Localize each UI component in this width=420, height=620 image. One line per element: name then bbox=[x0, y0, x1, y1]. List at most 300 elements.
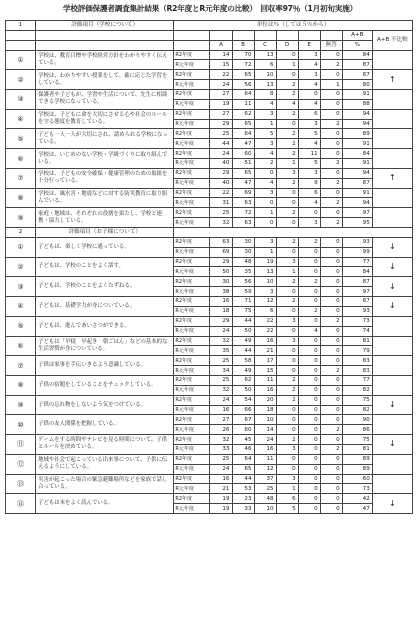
value-cell: 22 bbox=[254, 316, 276, 326]
trend-arrow bbox=[372, 415, 412, 435]
value-cell: 16 bbox=[210, 297, 232, 307]
value-cell: 72 bbox=[232, 60, 254, 70]
value-cell: 3 bbox=[254, 139, 276, 149]
item-number: ① bbox=[6, 50, 36, 70]
value-cell: 0 bbox=[298, 435, 320, 445]
section-2-row bbox=[6, 356, 413, 366]
item-number: ③ bbox=[6, 90, 36, 110]
item-text: 学校は、わかりやすい授業をして、確に応じた学習をしている。 bbox=[36, 70, 174, 90]
value-cell: 0 bbox=[276, 188, 298, 198]
value-cell: 0 bbox=[276, 70, 298, 80]
value-cell: 48 bbox=[232, 257, 254, 267]
value-cell: 0 bbox=[298, 316, 320, 326]
year-label: R2年度 bbox=[174, 50, 210, 60]
item-number: ⑩ bbox=[6, 415, 36, 435]
section-1-row bbox=[6, 168, 413, 178]
item-number: ⑦ bbox=[6, 356, 36, 376]
item-text: 地域や社会で起こっている出来事について、子供に伝えるようにしている。 bbox=[36, 454, 174, 474]
value-cell: 2 bbox=[298, 277, 320, 287]
value-cell: 0 bbox=[276, 454, 298, 464]
value-cell: 37 bbox=[254, 474, 276, 484]
value-cell: 72 bbox=[232, 208, 254, 218]
value-cell: 0 bbox=[298, 464, 320, 474]
value-cell: 65 bbox=[232, 119, 254, 129]
value-cell: 35 bbox=[232, 267, 254, 277]
value-cell: 0 bbox=[298, 247, 320, 257]
year-label: R2年度 bbox=[174, 356, 210, 366]
year-label: R元年度 bbox=[174, 267, 210, 277]
item-text: 子どもは、楽しく学校に通っている。 bbox=[36, 237, 174, 257]
value-cell: 65 bbox=[232, 70, 254, 80]
value-cell: 67 bbox=[232, 415, 254, 425]
value-cell: 4 bbox=[298, 198, 320, 208]
value-cell: 25 bbox=[210, 208, 232, 218]
header-a: A bbox=[210, 40, 232, 50]
value-cell: 3 bbox=[298, 50, 320, 60]
section-1-number: 1 bbox=[6, 21, 36, 31]
value-cell: 13 bbox=[254, 80, 276, 90]
value-cell: 0 bbox=[320, 306, 342, 316]
value-cell: 0 bbox=[320, 297, 342, 307]
year-label: R2年度 bbox=[174, 90, 210, 100]
value-cell: 4 bbox=[298, 326, 320, 336]
value-cell: 0 bbox=[320, 494, 342, 504]
value-cell: 0 bbox=[320, 356, 342, 366]
item-number: ⑧ bbox=[6, 188, 36, 208]
value-cell: 13 bbox=[254, 50, 276, 60]
item-number: ⑪ bbox=[6, 435, 36, 455]
value-cell: 0 bbox=[276, 306, 298, 316]
header-percent: % bbox=[342, 40, 372, 50]
year-label: R元年度 bbox=[174, 346, 210, 356]
value-cell: 0 bbox=[298, 356, 320, 366]
value-cell: 60 bbox=[232, 149, 254, 159]
value-cell: 14 bbox=[210, 50, 232, 60]
item-number: ④ bbox=[6, 109, 36, 129]
section-2-row bbox=[6, 336, 413, 346]
value-cell: 5 bbox=[254, 129, 276, 139]
value-cell: 0 bbox=[320, 188, 342, 198]
value-cell: 0 bbox=[276, 326, 298, 336]
year-label: R元年度 bbox=[174, 60, 210, 70]
value-cell: 0 bbox=[276, 366, 298, 376]
value-cell: 6 bbox=[298, 109, 320, 119]
value-cell: 30 bbox=[210, 277, 232, 287]
value-cell: 2 bbox=[276, 178, 298, 188]
value-cell: 2 bbox=[276, 90, 298, 100]
value-cell: 2 bbox=[276, 129, 298, 139]
ab-percent: 97 bbox=[342, 208, 372, 218]
value-cell: 47 bbox=[232, 139, 254, 149]
ab-percent: 83 bbox=[342, 356, 372, 366]
year-label: R元年度 bbox=[174, 385, 210, 395]
value-cell: 0 bbox=[320, 99, 342, 109]
value-cell: 0 bbox=[298, 366, 320, 376]
value-cell: 0 bbox=[276, 346, 298, 356]
value-cell: 2 bbox=[320, 178, 342, 188]
value-cell: 0 bbox=[254, 198, 276, 208]
value-cell: 0 bbox=[298, 257, 320, 267]
section-2-row bbox=[6, 277, 413, 287]
item-number: ⑤ bbox=[6, 316, 36, 336]
value-cell: 3 bbox=[254, 237, 276, 247]
value-cell: 4 bbox=[298, 60, 320, 70]
value-cell: 51 bbox=[232, 159, 254, 169]
value-cell: 1 bbox=[276, 60, 298, 70]
value-cell: 16 bbox=[210, 405, 232, 415]
value-cell: 15 bbox=[210, 60, 232, 70]
value-cell: 30 bbox=[232, 237, 254, 247]
value-cell: 0 bbox=[298, 395, 320, 405]
value-cell: 2 bbox=[298, 237, 320, 247]
year-label: R2年度 bbox=[174, 316, 210, 326]
value-cell: 19 bbox=[254, 257, 276, 267]
value-cell: 3 bbox=[254, 109, 276, 119]
section-2-row bbox=[6, 435, 413, 445]
value-cell: 0 bbox=[298, 336, 320, 346]
trend-arrow bbox=[372, 375, 412, 395]
value-cell: 0 bbox=[320, 474, 342, 484]
trend-arrow: ↓ bbox=[372, 395, 412, 415]
value-cell: 16 bbox=[210, 474, 232, 484]
value-cell: 64 bbox=[232, 129, 254, 139]
value-cell: 5 bbox=[276, 504, 298, 514]
value-cell: 22 bbox=[210, 70, 232, 80]
trend-arrow bbox=[372, 208, 412, 228]
ab-percent: 84 bbox=[342, 50, 372, 60]
value-cell: 0 bbox=[276, 415, 298, 425]
trend-arrow bbox=[372, 188, 412, 208]
year-label: R2年度 bbox=[174, 168, 210, 178]
trend-arrow: ↓ bbox=[372, 277, 412, 297]
ab-percent: 99 bbox=[342, 247, 372, 257]
section-2-row bbox=[6, 237, 413, 247]
year-label: R元年度 bbox=[174, 444, 210, 454]
header-none: 無答 bbox=[320, 40, 342, 50]
year-label: R2年度 bbox=[174, 395, 210, 405]
section-2-row bbox=[6, 454, 413, 464]
year-label: R元年度 bbox=[174, 306, 210, 316]
ab-percent: 97 bbox=[342, 287, 372, 297]
value-cell: 4 bbox=[254, 149, 276, 159]
value-cell: 62 bbox=[232, 109, 254, 119]
value-cell: 35 bbox=[210, 346, 232, 356]
ab-percent: 81 bbox=[342, 336, 372, 346]
year-label: R元年度 bbox=[174, 99, 210, 109]
year-label: R2年度 bbox=[174, 494, 210, 504]
item-text: 子どもは本をよく読んでいる。 bbox=[36, 494, 174, 514]
header-d: D bbox=[276, 40, 298, 50]
item-number: ⑨ bbox=[6, 395, 36, 415]
value-cell: 0 bbox=[298, 504, 320, 514]
value-cell: 0 bbox=[320, 287, 342, 297]
trend-arrow bbox=[372, 90, 412, 110]
value-cell: 2 bbox=[276, 109, 298, 119]
value-cell: 1 bbox=[254, 247, 276, 257]
value-cell: 0 bbox=[276, 425, 298, 435]
item-text: 学校は、いじめのない学校・学級づくりに取り組んでいる。 bbox=[36, 149, 174, 169]
value-cell: 0 bbox=[320, 385, 342, 395]
value-cell: 49 bbox=[232, 336, 254, 346]
value-cell: 0 bbox=[320, 346, 342, 356]
value-cell: 1 bbox=[276, 484, 298, 494]
value-cell: 8 bbox=[254, 90, 276, 100]
section-2-row bbox=[6, 415, 413, 425]
value-cell: 24 bbox=[254, 435, 276, 445]
value-cell: 10 bbox=[254, 70, 276, 80]
value-cell: 0 bbox=[320, 395, 342, 405]
value-cell: 2 bbox=[320, 198, 342, 208]
ab-percent: 91 bbox=[342, 139, 372, 149]
item-text: 家庭・地域は、それぞれの役割を果たし、学校と連携・協力している。 bbox=[36, 208, 174, 228]
year-label: R2年度 bbox=[174, 149, 210, 159]
value-cell: 9 bbox=[298, 178, 320, 188]
column-header bbox=[6, 40, 413, 50]
year-label: R元年度 bbox=[174, 80, 210, 90]
year-label: R元年度 bbox=[174, 178, 210, 188]
value-cell: 3 bbox=[298, 70, 320, 80]
item-text: 保護者や子どもが、学習や生活について、先生に相談できる学校になっている。 bbox=[36, 90, 174, 110]
value-cell: 11 bbox=[254, 454, 276, 464]
ab-percent: 84 bbox=[342, 149, 372, 159]
year-label: R元年度 bbox=[174, 218, 210, 228]
ab-percent: 47 bbox=[342, 504, 372, 514]
section-1-row bbox=[6, 188, 413, 198]
value-cell: 10 bbox=[254, 277, 276, 287]
value-cell: 0 bbox=[320, 464, 342, 474]
item-text: 学校は、教育目標や学校経営方針をわかりやすく伝えている。 bbox=[36, 50, 174, 70]
section-1-row bbox=[6, 208, 413, 218]
item-number: ⑬ bbox=[6, 474, 36, 494]
item-text: 子供の忘れ物をしないよう気をつけている。 bbox=[36, 395, 174, 415]
results-table bbox=[5, 20, 413, 514]
value-cell: 3 bbox=[276, 444, 298, 454]
value-cell: 11 bbox=[232, 99, 254, 109]
year-label: R2年度 bbox=[174, 257, 210, 267]
value-cell: 0 bbox=[276, 464, 298, 474]
value-cell: 6 bbox=[298, 188, 320, 198]
trend-arrow bbox=[372, 50, 412, 70]
section-2-row bbox=[6, 494, 413, 504]
year-label: R2年度 bbox=[174, 375, 210, 385]
item-text: 災害が起こった場合の緊急避難場所などを家族で話し合っている。 bbox=[36, 474, 174, 494]
value-cell: 18 bbox=[254, 405, 276, 415]
value-cell: 58 bbox=[232, 356, 254, 366]
section-2-row bbox=[6, 474, 413, 484]
value-cell: 0 bbox=[320, 149, 342, 159]
value-cell: 40 bbox=[210, 159, 232, 169]
value-cell: 0 bbox=[276, 287, 298, 297]
year-label: R2年度 bbox=[174, 70, 210, 80]
year-label: R元年度 bbox=[174, 405, 210, 415]
value-cell: 0 bbox=[320, 326, 342, 336]
value-cell: 3 bbox=[254, 287, 276, 297]
ab-percent: 91 bbox=[342, 159, 372, 169]
value-cell: 10 bbox=[254, 504, 276, 514]
value-cell: 0 bbox=[320, 336, 342, 346]
value-cell: 46 bbox=[232, 444, 254, 454]
ab-percent: 93 bbox=[342, 237, 372, 247]
ab-percent: 89 bbox=[342, 129, 372, 139]
value-cell: 3 bbox=[298, 218, 320, 228]
value-cell: 2 bbox=[276, 149, 298, 159]
item-number: ④ bbox=[6, 297, 36, 317]
value-cell: 29 bbox=[210, 316, 232, 326]
value-cell: 27 bbox=[210, 109, 232, 119]
value-cell: 12 bbox=[254, 464, 276, 474]
value-cell: 32 bbox=[210, 385, 232, 395]
value-cell: 0 bbox=[254, 168, 276, 178]
value-cell: 0 bbox=[320, 375, 342, 385]
ab-percent: 91 bbox=[342, 188, 372, 198]
value-cell: 19 bbox=[210, 504, 232, 514]
value-cell: 25 bbox=[210, 356, 232, 366]
item-text: 子ども一人一人が大切にされ、認められる学校になっている。 bbox=[36, 129, 174, 149]
value-cell: 3 bbox=[276, 336, 298, 346]
value-cell: 0 bbox=[320, 109, 342, 119]
value-cell: 32 bbox=[210, 435, 232, 445]
value-cell: 0 bbox=[298, 494, 320, 504]
value-cell: 2 bbox=[276, 277, 298, 287]
value-cell: 16 bbox=[254, 336, 276, 346]
value-cell: 45 bbox=[232, 435, 254, 445]
trend-arrow: ↑ bbox=[372, 168, 412, 188]
value-cell: 2 bbox=[320, 425, 342, 435]
value-cell: 24 bbox=[210, 149, 232, 159]
value-cell: 50 bbox=[210, 267, 232, 277]
value-cell: 33 bbox=[232, 504, 254, 514]
section-2-row bbox=[6, 375, 413, 385]
value-cell: 21 bbox=[254, 346, 276, 356]
value-cell: 11 bbox=[254, 375, 276, 385]
trend-arrow bbox=[372, 129, 412, 149]
trend-arrow: ↓ bbox=[372, 297, 412, 317]
item-text: 子供は家事を手伝いきるよう意識している。 bbox=[36, 356, 174, 376]
item-number: ⑥ bbox=[6, 149, 36, 169]
value-cell: 22 bbox=[254, 326, 276, 336]
year-label: R2年度 bbox=[174, 109, 210, 119]
trend-arrow bbox=[372, 336, 412, 356]
ab-percent: 82 bbox=[342, 385, 372, 395]
section-1-row bbox=[6, 70, 413, 80]
value-cell: 3 bbox=[298, 168, 320, 178]
item-text: 子供の友人関係を把握している。 bbox=[36, 415, 174, 435]
value-cell: 75 bbox=[232, 306, 254, 316]
value-cell: 2 bbox=[276, 297, 298, 307]
value-cell: 63 bbox=[232, 218, 254, 228]
section-2-row bbox=[6, 257, 413, 267]
ab-percent: 94 bbox=[342, 119, 372, 129]
ab-percent: 75 bbox=[342, 395, 372, 405]
value-cell: 0 bbox=[320, 90, 342, 100]
value-cell: 6 bbox=[254, 60, 276, 70]
ab-percent: 89 bbox=[342, 454, 372, 464]
value-cell: 31 bbox=[210, 198, 232, 208]
item-number: ⑤ bbox=[6, 129, 36, 149]
year-label: R2年度 bbox=[174, 277, 210, 287]
value-cell: 60 bbox=[232, 425, 254, 435]
value-cell: 0 bbox=[276, 50, 298, 60]
value-cell: 25 bbox=[210, 454, 232, 464]
value-cell: 16 bbox=[254, 385, 276, 395]
value-cell: 2 bbox=[276, 385, 298, 395]
value-cell: 3 bbox=[276, 474, 298, 484]
value-cell: 5 bbox=[298, 129, 320, 139]
value-cell: 0 bbox=[298, 267, 320, 277]
trend-arrow bbox=[372, 356, 412, 376]
value-cell: 11 bbox=[298, 149, 320, 159]
value-cell: 33 bbox=[210, 444, 232, 454]
item-number: ② bbox=[6, 257, 36, 277]
year-label: R元年度 bbox=[174, 287, 210, 297]
value-cell: 1 bbox=[276, 267, 298, 277]
value-cell: 22 bbox=[210, 188, 232, 198]
value-cell: 19 bbox=[210, 99, 232, 109]
value-cell: 56 bbox=[232, 80, 254, 90]
year-label: R2年度 bbox=[174, 435, 210, 445]
year-label: R2年度 bbox=[174, 474, 210, 484]
section-1-row bbox=[6, 149, 413, 159]
value-cell: 0 bbox=[320, 208, 342, 218]
value-cell: 6 bbox=[254, 306, 276, 316]
value-cell: 47 bbox=[232, 178, 254, 188]
value-cell: 64 bbox=[232, 454, 254, 464]
value-cell: 0 bbox=[320, 405, 342, 415]
value-cell: 4 bbox=[276, 99, 298, 109]
value-cell: 2 bbox=[276, 208, 298, 218]
item-number: ② bbox=[6, 70, 36, 90]
value-cell: 65 bbox=[232, 168, 254, 178]
value-cell: 6 bbox=[276, 494, 298, 504]
value-cell: 0 bbox=[320, 129, 342, 139]
trend-arrow: ↓ bbox=[372, 494, 412, 514]
item-text: 子どもは、進んであいさつができる。 bbox=[36, 316, 174, 336]
year-label: R2年度 bbox=[174, 208, 210, 218]
value-cell: 30 bbox=[232, 247, 254, 257]
value-cell: 48 bbox=[254, 494, 276, 504]
value-cell: 0 bbox=[320, 267, 342, 277]
ab-percent: 75 bbox=[342, 435, 372, 445]
value-cell: 0 bbox=[298, 208, 320, 218]
value-cell: 4 bbox=[254, 178, 276, 188]
value-cell: 1 bbox=[254, 119, 276, 129]
value-cell: 44 bbox=[232, 346, 254, 356]
value-cell: 2 bbox=[320, 444, 342, 454]
ab-percent: 73 bbox=[342, 316, 372, 326]
section-2-row bbox=[6, 316, 413, 326]
value-cell: 0 bbox=[254, 218, 276, 228]
trend-arrow: ↑ bbox=[372, 70, 412, 90]
item-number: ⑫ bbox=[6, 454, 36, 474]
item-text: 子どもは、学校のことをよく話す。 bbox=[36, 257, 174, 277]
year-label: R2年度 bbox=[174, 188, 210, 198]
value-cell: 62 bbox=[232, 375, 254, 385]
value-cell: 2 bbox=[320, 159, 342, 169]
value-cell: 69 bbox=[232, 188, 254, 198]
section-2-row bbox=[6, 395, 413, 405]
value-cell: 3 bbox=[276, 168, 298, 178]
value-cell: 2 bbox=[276, 139, 298, 149]
year-label: R元年度 bbox=[174, 504, 210, 514]
item-number: ⑧ bbox=[6, 375, 36, 395]
section-2-label: 評価項目（お子様について） bbox=[36, 228, 174, 238]
value-cell: 15 bbox=[254, 366, 276, 376]
header-c: C bbox=[254, 40, 276, 50]
ab-percent: 87 bbox=[342, 297, 372, 307]
value-cell: 0 bbox=[276, 356, 298, 366]
year-label: R元年度 bbox=[174, 464, 210, 474]
section-1-header bbox=[6, 21, 413, 31]
